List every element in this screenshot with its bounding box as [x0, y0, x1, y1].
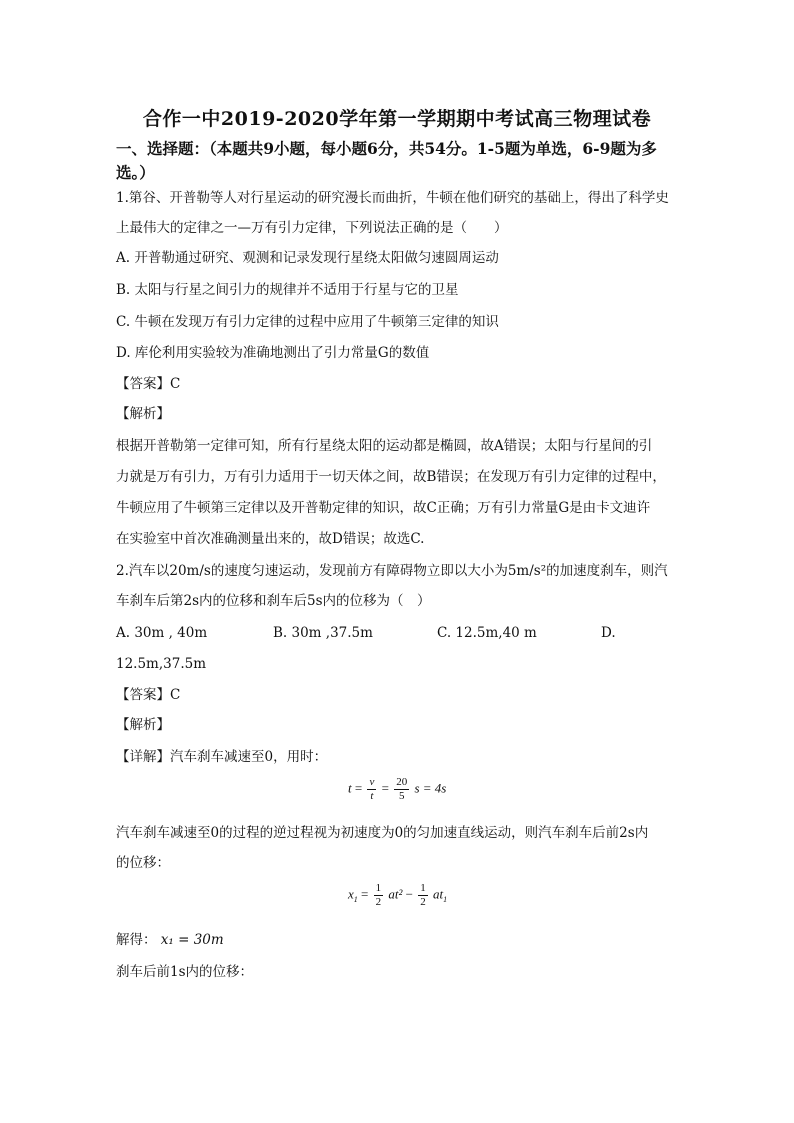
q1-stem-line1: 1.第谷、开普勒等人对行星运动的研究漫长而曲折，牛顿在他们研究的基础上，得出了科学史 [116, 190, 669, 206]
q1-answer [116, 374, 180, 394]
q2-text-line2: 汽车刹车减速至0的过程的逆过程视为初速度为0的匀加速直线运动，则汽车刹车后前2s内 [116, 825, 649, 841]
q2-detail [116, 747, 327, 767]
fraction-v-over-t [367, 776, 376, 803]
q2-option-a: A. 30m , 40m [116, 625, 208, 641]
formula-tail: s = 4s [414, 780, 447, 796]
q1-analysis-line1: 根据开普勒第一定律可知，所有行星绕太阳的运动都是椭圆，故A错误；太阳与行星间的引 [116, 438, 653, 454]
q1-analysis-label: 【解析】 [116, 406, 170, 422]
fraction-numerator: 1 [420, 882, 426, 894]
q2-text-line3: 的位移： [116, 855, 170, 871]
q2-solve-value: x₁ = 30m [160, 932, 224, 948]
page-title: 合作一中2019-2020学年第一学期期中考试高三物理试卷 [142, 108, 652, 130]
formula-x: x [348, 886, 354, 902]
fraction-numerator: 1 [375, 882, 382, 894]
fraction-denominator: 2 [375, 896, 382, 908]
fraction-half [374, 882, 384, 909]
q2-text-line4: 刹车后前1s内的位移： [116, 964, 254, 980]
q1-stem-line2: 上最伟大的定律之一—万有引力定律，下列说法正确的是（ ） [116, 220, 508, 236]
q2-answer [116, 685, 180, 705]
q2-option-d-value: 12.5m,37.5m [116, 656, 207, 672]
fraction-denominator: 2 [420, 896, 426, 908]
q1-answer-label: 【答案】 [116, 376, 170, 392]
section-heading-line1: 一、选择题：（本题共9小题，每小题6分，共54分。1-5题为单选，6-9题为多 [116, 139, 657, 158]
fraction-numerator: v [369, 776, 375, 788]
q1-option-c: C. 牛顿在发现万有引力定律的过程中应用了牛顿第三定律的知识 [116, 314, 499, 330]
q1-analysis-line2: 力就是万有引力，万有引力适用于一切天体之间，故B错误；在发现万有引力定律的过程中， [116, 469, 666, 485]
q2-detail-label: 【详解】 [116, 749, 170, 765]
formula-displacement: $x_1$ = $\frac{1}{2}$ at² − $\frac{1}{2}$ $at_1$ [348, 882, 448, 908]
q1-analysis-line3: 牛顿应用了牛顿第三定律以及开普勒定律的知识，故C正确；万有引力常量G是由卡文迪许 [116, 500, 651, 516]
q2-solve [116, 930, 224, 950]
section-heading-line2: 选。） [116, 163, 155, 182]
q2-stem-line2: 车刹车后第2s内的位移和刹车后5s内的位移为（ ） [116, 593, 431, 609]
q1-option-d: D. 库伦利用实验较为准确地测出了引力常量G的数值 [116, 345, 430, 361]
formula-t: t [348, 780, 352, 796]
q2-answer-value: C [170, 687, 181, 703]
formula-x-subscript: 1 [353, 895, 358, 905]
q2-option-c: C. 12.5m,40 m [437, 625, 537, 641]
q2-detail-line1: 汽车刹车减速至0，用时： [170, 749, 328, 765]
q1-option-a: A. 开普勒通过研究、观测和记录发现行星绕太阳做匀速圆周运动 [116, 250, 499, 266]
q2-analysis-label: 【解析】 [116, 717, 170, 733]
q1-analysis-line4: 在实验室中首次准确测量出来的，故D错误；故选C. [116, 531, 425, 547]
formula-at1-squared: at [432, 886, 444, 902]
q1-answer-value: C [170, 376, 181, 392]
q2-answer-label: 【答案】 [116, 687, 170, 703]
q2-option-b: B. 30m ,37.5m [273, 625, 373, 641]
q2-stem-line1: 2.汽车以20m/s的速度匀速运动，发现前方有障碍物立即以大小为5m/s²的加速度刹车，则汽 [116, 563, 668, 579]
q2-solve-label: 解得： [116, 932, 157, 948]
fraction-half [418, 882, 428, 909]
formula-time: t = $\frac{v}{t}$ = $\frac{20}{5}$ s = 4s [348, 776, 447, 802]
q2-option-d: D. [601, 625, 616, 641]
fraction-denominator: t [370, 790, 374, 802]
q1-option-b: B. 太阳与行星之间引力的规律并不适用于行星与它的卫星 [116, 282, 459, 298]
fraction-numerator: 20 [396, 776, 408, 788]
fraction-denominator: 5 [398, 790, 405, 802]
formula-t-subscript: 1 [443, 895, 448, 905]
formula-at-squared: at² [388, 886, 403, 902]
fraction-20-over-5 [394, 776, 409, 803]
